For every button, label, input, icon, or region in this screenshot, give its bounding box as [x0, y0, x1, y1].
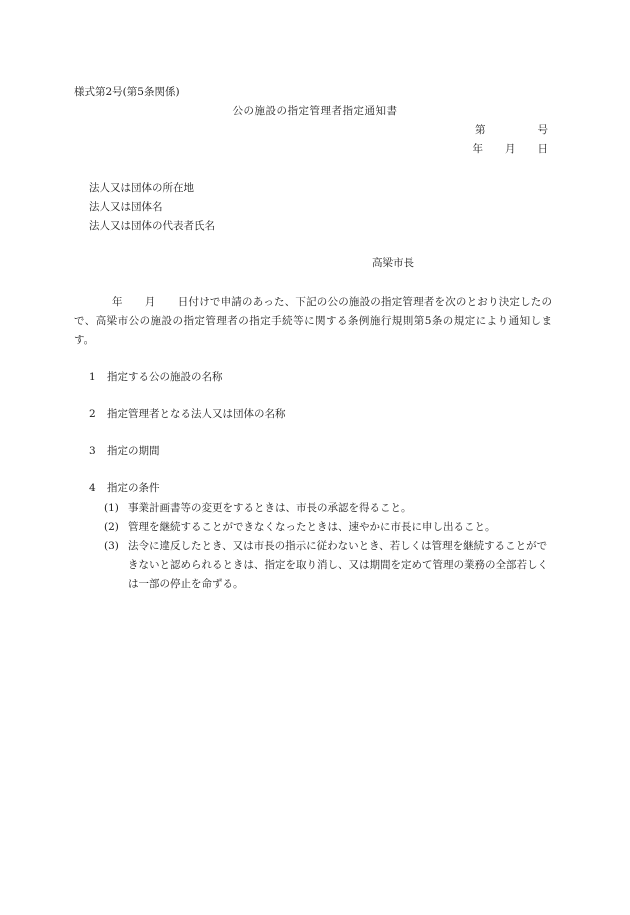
- date-year: 年: [472, 143, 483, 155]
- condition-number: (1): [104, 502, 119, 514]
- list-item: [89, 481, 160, 496]
- date-line: [473, 142, 549, 157]
- body-text: 日付けで申請のあった、下記の公の施設の指定管理者を次のとおり決定したので、高梁市公の施設の指定管理者の指定手続等に関する条例施行規則第5条の規定により通知します。: [74, 296, 552, 346]
- recipient-address: 法人又は団体の所在地: [89, 182, 194, 194]
- body-year: 年: [112, 296, 123, 308]
- date-month: 月: [505, 143, 516, 155]
- item-number: 4: [89, 482, 96, 494]
- item-label: 指定する公の施設の名称: [107, 371, 223, 383]
- condition-item: [104, 537, 554, 594]
- issuer-name: 高梁市長: [372, 257, 414, 269]
- condition-number: (3): [104, 540, 119, 552]
- list-item: [89, 407, 286, 422]
- recipient-representative: 法人又は団体の代表者氏名: [89, 220, 215, 232]
- list-item: [89, 370, 223, 385]
- condition-text: 法令に違反したとき、又は市長の指示に従わないとき、若しくは管理を継続することができないと認められるときは、指定を取り消し、又は期間を定めて管理の業務の全部若しくは一部の停止を命ずる。: [128, 540, 548, 590]
- recipient-name: 法人又は団体名: [89, 201, 163, 213]
- form-number: 様式第2号(第5条関係): [74, 86, 180, 98]
- condition-number: (2): [104, 521, 119, 533]
- date-day: 日: [537, 143, 548, 155]
- item-label: 指定管理者となる法人又は団体の名称: [107, 408, 286, 420]
- body-month: 月: [144, 296, 156, 308]
- document-number-line: [432, 123, 549, 138]
- document-title: 公の施設の指定管理者指定通知書: [232, 105, 398, 117]
- condition-text: 事業計画書等の変更をするときは、市長の承認を得ること。: [128, 502, 412, 514]
- condition-text: 管理を継続することができなくなったときは、速やかに市長に申し出ること。: [128, 521, 496, 533]
- notice-body: [74, 293, 552, 350]
- list-item: [89, 444, 160, 459]
- item-number: 1: [89, 371, 96, 383]
- condition-item: [104, 499, 554, 518]
- item-label: 指定の期間: [107, 445, 160, 457]
- number-prefix: 第: [475, 124, 486, 136]
- item-number: 2: [89, 408, 96, 420]
- number-suffix: 号: [537, 124, 548, 136]
- item-number: 3: [89, 445, 96, 457]
- item-label: 指定の条件: [107, 482, 160, 494]
- condition-item: [104, 518, 554, 537]
